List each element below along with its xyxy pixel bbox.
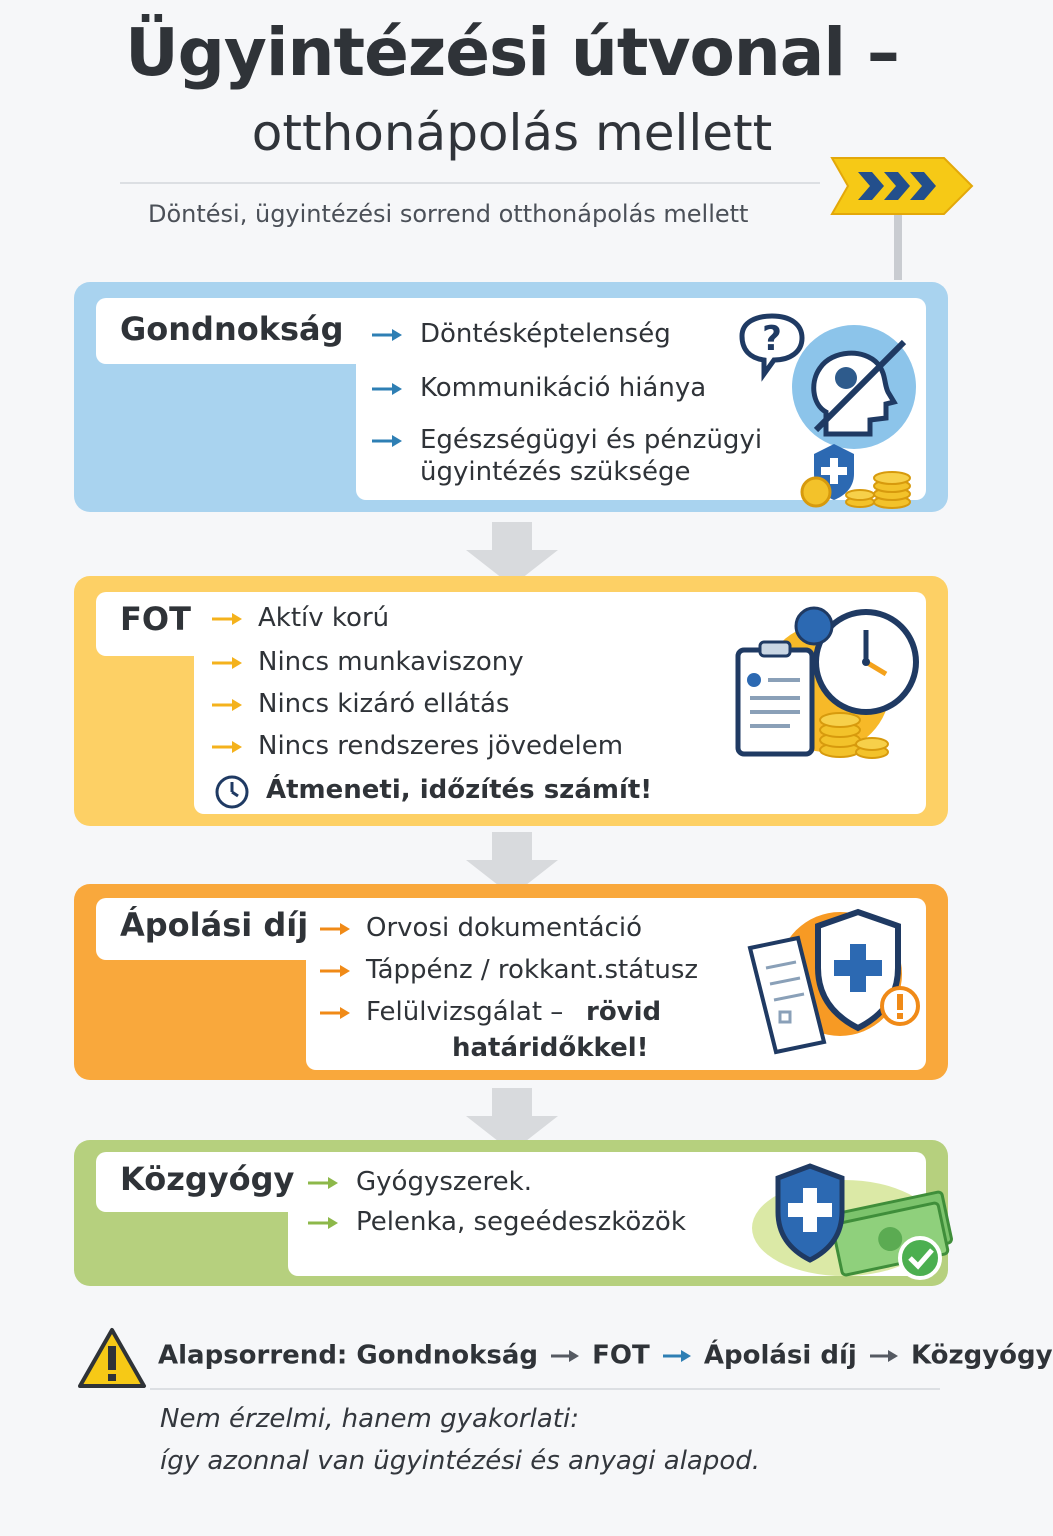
arrow-right-icon (308, 1176, 338, 1190)
card-item: Pelenka, segeédeszközök (356, 1207, 686, 1237)
card-gondnoksag (74, 282, 948, 512)
summary-step: Ápolási díj (703, 1340, 857, 1371)
card-item: Felülvizsgálat – (366, 997, 564, 1027)
card-kozgyogy (74, 1140, 948, 1286)
arrow-right-icon (212, 656, 242, 670)
card-item: Döntésképtelenség (420, 319, 671, 349)
summary-sequence (158, 1340, 1053, 1371)
arrow-right-icon (320, 922, 350, 936)
title-divider (120, 182, 820, 184)
summary-step: FOT (592, 1340, 650, 1371)
footer-note-line1: Nem érzelmi, hanem gyakorlati: (160, 1404, 579, 1434)
card-item: Gyógyszerek. (356, 1167, 532, 1197)
card-item: Kommunikáció hiánya (420, 373, 707, 403)
svg-text:?: ? (762, 319, 782, 359)
summary-label: Alapsorrend: (158, 1340, 348, 1371)
arrow-right-icon (372, 434, 402, 448)
arrow-right-icon (212, 698, 242, 712)
card-title-kozgyogy: Közgyógy (120, 1160, 295, 1198)
signpost-icon (826, 150, 976, 280)
footer-note-line2: így azonnal van ügyintézési és anyagi alapod. (160, 1446, 761, 1476)
card-fot (74, 576, 948, 826)
arrow-right-icon (320, 964, 350, 978)
card-item-emphasis: határidőkkel! (452, 1033, 649, 1063)
card-item: Táppénz / rokkant.státusz (366, 955, 699, 985)
page-title: Ügyintézési útvonal – (125, 14, 899, 91)
arrow-right-icon (372, 328, 402, 342)
head-question-coins-icon (734, 312, 924, 512)
arrow-right-icon (308, 1216, 338, 1230)
card-item: Aktív korú (258, 603, 390, 633)
warning-icon (76, 1326, 148, 1390)
summary-divider (150, 1388, 940, 1390)
card-apolasi-dij (74, 884, 948, 1080)
card-note: Átmeneti, időzítés számít! (266, 775, 653, 805)
card-item: ügyintézés szüksége (420, 457, 691, 487)
arrow-right-icon (551, 1349, 579, 1363)
card-item: Nincs munkaviszony (258, 647, 524, 677)
card-item: Orvosi dokumentáció (366, 913, 642, 943)
card-item-emphasis: rövid (586, 997, 662, 1027)
card-title-gondnoksag: Gondnokság (120, 310, 344, 348)
arrow-right-icon (212, 740, 242, 754)
page-subtitle: Döntési, ügyintézési sorrend otthonápolás mellett (148, 200, 749, 228)
arrow-right-icon (372, 382, 402, 396)
card-item: Nincs rendszeres jövedelem (258, 731, 624, 761)
shield-money-check-icon (744, 1162, 944, 1286)
card-title-fot: FOT (120, 600, 191, 638)
arrow-right-icon (870, 1349, 898, 1363)
card-item: Egészségügyi és pénzügyi (420, 425, 763, 455)
clock-small-icon (214, 774, 250, 810)
arrow-right-icon (320, 1006, 350, 1020)
document-shield-alert-icon (744, 908, 924, 1058)
summary-step: Közgyógy (910, 1340, 1053, 1371)
summary-step: Gondnokság (356, 1340, 539, 1371)
arrow-right-icon (663, 1349, 691, 1363)
page-title-second-line: otthonápolás mellett (251, 104, 773, 162)
card-title-apolasi-dij: Ápolási díj (120, 906, 309, 944)
arrow-right-icon (212, 612, 242, 626)
card-item: Nincs kizáró ellátás (258, 689, 510, 719)
clipboard-clock-coins-icon (734, 604, 924, 764)
